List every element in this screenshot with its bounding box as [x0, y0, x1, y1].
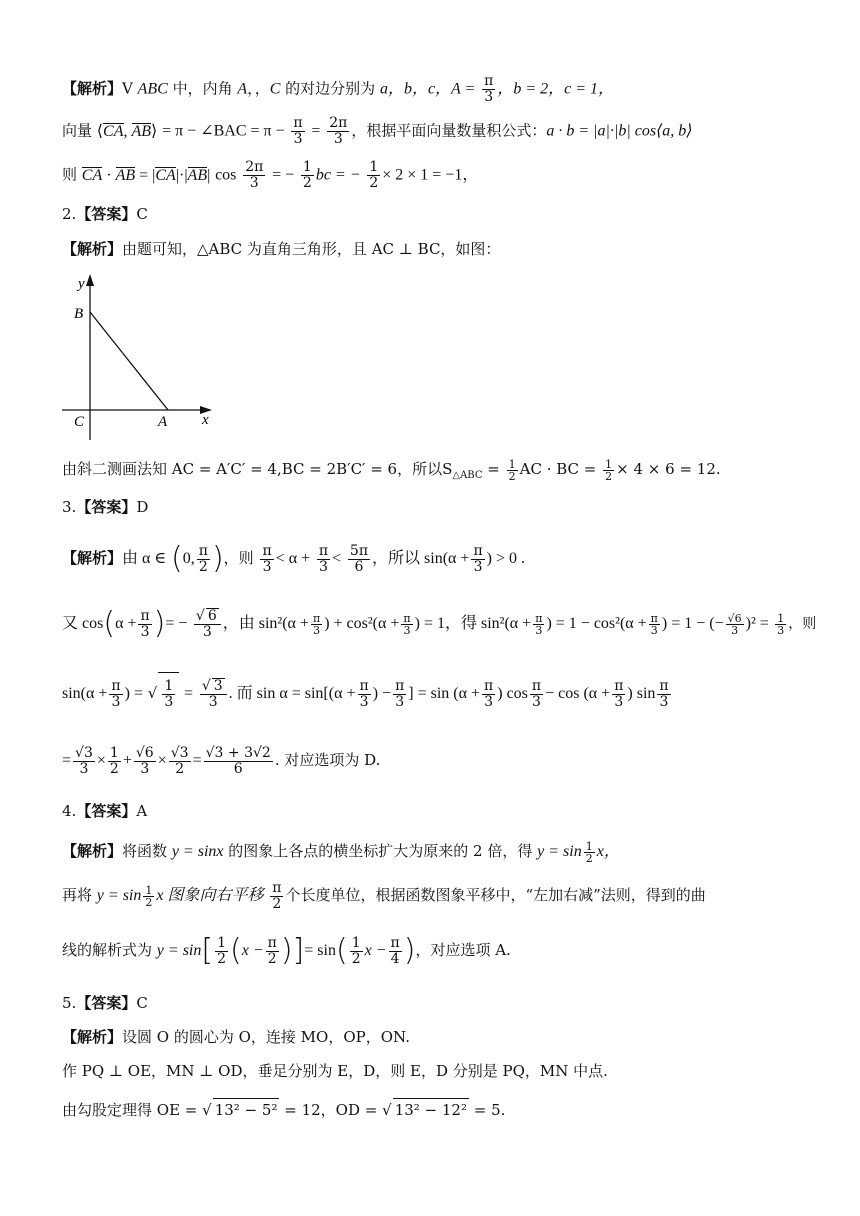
q3-expand-1: . 而 sin α = sin[(α + — [228, 685, 356, 702]
q2-frac-half: $\frac{1}{2}$ — [508, 457, 516, 483]
q3-number: 3. — [62, 498, 77, 516]
q3-frac-pi-3o: $\frac{\pi}{3}$ — [659, 677, 669, 710]
q3-frac-pi-3h: $\frac{\pi}{3}$ — [650, 611, 658, 637]
q4-text-3: 再将 — [62, 886, 93, 904]
q2-eq: = — [487, 460, 500, 478]
q4-shift-text: x 图象向右平移 — [156, 887, 264, 904]
q4-text-2: 的图象上各点的横坐标扩大为原来的 2 倍，得 — [228, 842, 533, 860]
q1-triangle-symbol: V — [122, 79, 133, 98]
label-b: B — [74, 306, 84, 322]
q4-func-sinx: y = sinx — [171, 843, 224, 860]
q3-expand-5: − cos (α + — [545, 685, 611, 702]
q1-dot-formula: a · b = |a|·|b| cos⟨a, b⟩ — [546, 122, 693, 140]
q4-answer-line — [62, 800, 830, 822]
q4-choice: ，对应选项 A. — [415, 941, 511, 959]
q4-frac-half-d: $\frac{1}{2}$ — [351, 934, 361, 967]
y-axis-arrow — [86, 274, 94, 286]
q3-frac-pi-3j: $\frac{\pi}{3}$ — [359, 677, 369, 710]
q3-answer: D — [136, 498, 149, 516]
q1-line-3 — [62, 160, 830, 191]
q3-times-2: × — [157, 752, 167, 769]
q2-analysis-line — [62, 238, 830, 260]
q1-frac-2pi-3b: $\frac{2\pi}{3}$ — [245, 159, 264, 191]
label-y: y — [78, 276, 85, 292]
q4-rule-text: 个长度单位，根据函数图象平移中，“左加右减”法则，得到的曲 — [285, 886, 706, 904]
q5-text-1: 设圆 O 的圆心为 O，连接 MO，OP，ON. — [122, 1028, 410, 1046]
answer-tag: 【答案】 — [76, 205, 137, 223]
analysis-tag: 【解析】 — [62, 549, 123, 567]
q3-frac-pi-3c: $\frac{\pi}{3}$ — [473, 542, 483, 575]
answer-tag: 【答案】 — [76, 802, 137, 820]
q3-frac-pi-3l: $\frac{\pi}{3}$ — [484, 677, 494, 710]
q3-line-4 — [62, 740, 830, 781]
label-x: x — [202, 412, 209, 428]
q3-interval: 0, — [182, 550, 195, 567]
q5-answer: C — [136, 994, 148, 1012]
q3-identity-2: ) + cos²(α + — [324, 615, 400, 632]
q5-sqrt-2: 13² − 12² — [393, 1098, 469, 1121]
q4-line-3: 线的解析式为 y = sin[ $\frac{1}{2}$ (x − $\frac{\pi}{2}$ )]= sin( $\frac{1}{2}$ x − $\frac{\pi}{4}$ )，对应选项 A. — [62, 933, 511, 968]
q5-text-2: 作 PQ ⊥ OE，MN ⊥ OD，垂足分别为 E，D，则 E，D 分别是 PQ，MN 中点. — [62, 1062, 608, 1080]
q3-eq-4: = — [192, 752, 202, 769]
q3-frac-pi-2: $\frac{\pi}{2}$ — [198, 542, 208, 575]
q1-angle-eq: = π − ∠BAC = π − — [162, 122, 285, 140]
q1-cos: cos — [215, 166, 237, 184]
q4-func-sin-b: y = sin — [96, 887, 142, 904]
q4-number: 4. — [62, 802, 77, 820]
q1-var-c: C — [269, 80, 281, 98]
answer-tag: 【答案】 — [76, 498, 137, 516]
q3-line-1: 【解析】由 α ∈ (0, $\frac{\pi}{2}$ )，则 $\frac{\pi}{3}$ < α + $\frac{\pi}{3}$ < $\frac{5\pi}{6}$ ，所以 sin(α + $\frac{\pi}{3}$ ) > 0 . — [62, 541, 525, 576]
q1-frac-pi-3b: $\frac{\pi}{3}$ — [293, 115, 303, 147]
q3-frac-1-2: $\frac{1}{2}$ — [109, 744, 119, 777]
q1-frac-half: $\frac{1}{2}$ — [302, 159, 312, 191]
q3-frac-sqrt3-3: $\frac{√ 3}{3}$ — [200, 678, 227, 710]
q3-eq-2: = — [184, 685, 194, 702]
q1-line-2 — [62, 116, 830, 147]
q2-conclusion-text: 由斜二测画法知 AC = A′C′ = 4,BC = 2B′C′ = 6，所以S — [62, 460, 453, 478]
q3-plus: + — [122, 752, 132, 769]
q3-frac-1-3: $\frac{1}{3}$ — [777, 611, 785, 637]
q4-text-1: 将函数 — [122, 842, 168, 860]
q3-gt-zero: ) > 0 . — [486, 550, 525, 567]
q4-line-1 — [62, 836, 830, 867]
q3-identity-5: ) = 1 − (− — [661, 615, 724, 632]
q4-func-sin-c: y = sin — [156, 942, 202, 959]
q3-eq-3: = — [62, 752, 72, 769]
q5-text-3: 由勾股定理得 OE = — [62, 1101, 198, 1119]
q1-result: × 2 × 1 = −1， — [382, 166, 479, 184]
q1-values: ，b = 2，c = 1， — [497, 80, 615, 98]
q3-identity-3: ) = 1，得 sin²(α + — [414, 615, 532, 632]
q4-answer: A — [136, 802, 148, 820]
q3-frac-final: $\frac{√3 + 3√2}{6}$ — [205, 744, 271, 777]
q1-angle-vectors: ⟨CA, AB⟩ — [96, 122, 158, 140]
q3-frac-pi-3b: $\frac{\pi}{3}$ — [318, 542, 329, 575]
q3-frac-sqrt3-2: $\frac{√3}{2}$ — [170, 744, 189, 777]
q1-eq-minus: = − — [272, 166, 295, 184]
q5-number: 5. — [62, 994, 77, 1012]
q5-text-4: = 12，OD = — [284, 1101, 378, 1119]
q1-formula-text: ，根据平面向量数量积公式： — [351, 121, 547, 140]
q4-frac-half: $\frac{1}{2}$ — [585, 839, 593, 865]
q3-frac-pi-3f: $\frac{\pi}{3}$ — [403, 611, 411, 637]
q3-identity-4: ) = 1 − cos²(α + — [546, 615, 647, 632]
label-c: C — [74, 414, 85, 430]
q3-alpha-in: 由 α ∈ — [122, 550, 167, 567]
q3-frac-pi-3e: $\frac{\pi}{3}$ — [312, 611, 321, 637]
q3-frac-pi-3a: $\frac{\pi}{3}$ — [262, 542, 272, 575]
label-a: A — [158, 414, 168, 430]
answer-tag: 【答案】 — [76, 994, 137, 1012]
q3-then-2: ，则 — [788, 616, 817, 632]
q1-abc: ABC — [137, 80, 168, 98]
q3-line-2: 又 cos(α + $\frac{\pi}{3}$ )= − $\frac{√ 6}{3}$ ，由 sin²(α + $\frac{\pi}{3}$ ) + cos²(α + $\frac{\pi}{3}$ ) = 1，得 sin²(α + $\frac{\pi}{3}$ ) = 1 − cos²(α + $\frac{\pi}{3}$ ) = 1 − (− $\frac{√6}{3}$ )² = $\frac{1}{3}$ ，则 — [62, 606, 817, 641]
q3-frac-pi-3d: $\frac{\pi}{3}$ — [140, 607, 150, 640]
q3-frac-pi-3i: $\frac{\pi}{3}$ — [111, 677, 121, 710]
q3-line-3: sin(α + $\frac{\pi}{3}$ ) = √ $\frac{1}{3}$ = $\frac{√ 3}{3}$ . 而 sin α = sin[(α + $\frac{\pi}{3}$ ) − $\frac{\pi}{3}$ ] = sin (α + $\frac{\pi}{3}$ ) cos $\frac{\pi}{3}$ − cos (α + $\frac{\pi}{3}$ ) sin $\frac{\pi}{3}$ — [62, 672, 830, 714]
q1-frac-half-b: $\frac{1}{2}$ — [369, 159, 379, 191]
q1-commas: ，， — [247, 79, 270, 98]
analysis-tag: 【解析】 — [62, 79, 123, 98]
q3-expand-6: ) sin — [627, 685, 656, 702]
q1-text-2: 的对边分别为 — [280, 79, 376, 98]
q3-expand-2: ) − — [372, 685, 392, 702]
q3-frac-1-3b: $\frac{1}{3}$ — [164, 677, 174, 710]
q1-line-1 — [62, 74, 830, 105]
q1-eq: = — [311, 122, 321, 140]
q3-ineq-2: < — [332, 550, 342, 567]
q1-then: 则 — [62, 165, 78, 184]
q3-frac-sqrt3-3b: $\frac{√3}{3}$ — [75, 744, 93, 777]
q3-frac-5pi-6: $\frac{5\pi}{6}$ — [349, 542, 369, 575]
q3-frac-pi-3m: $\frac{\pi}{3}$ — [531, 677, 542, 710]
q3-frac-sqrt6-3c: $\frac{√6}{3}$ — [135, 744, 154, 777]
q3-eq-1: ) = — [124, 685, 143, 702]
q1-text: 中，内角 — [167, 79, 233, 98]
q2-area-sub: △ABC — [452, 470, 483, 481]
q3-choice: . 对应选项为 D. — [274, 751, 381, 769]
q1-vars: a，b，c，A = — [379, 80, 476, 98]
q3-sin-positive: ，所以 sin(α + — [372, 550, 470, 567]
q3-then: ，则 — [223, 549, 254, 567]
q1-frac-pi-3: $\frac{\pi}{3}$ — [484, 73, 494, 105]
q1-dot-product: CA · AB = |CA|·|AB| — [81, 166, 211, 184]
q5-line-2 — [62, 1060, 830, 1082]
q3-identity-1: ，由 sin²(α + — [222, 615, 309, 632]
q1-frac-2pi-3: $\frac{2\pi}{3}$ — [329, 115, 348, 147]
q4-frac-pi-2: $\frac{\pi}{2}$ — [272, 879, 282, 912]
q1-var-a: A — [237, 80, 248, 98]
q1-vector-word: 向量 — [62, 121, 93, 140]
q4-line-2 — [62, 880, 830, 912]
q3-alpha-plus: α + — [115, 615, 137, 632]
q4-x-minus: x − — [241, 942, 264, 959]
q4-eq-sin: = sin — [304, 942, 336, 959]
q2-number: 2. — [62, 205, 77, 223]
q3-ineq-1: < α + — [275, 550, 311, 567]
q5-line-1 — [62, 1026, 830, 1048]
q3-cos-text: 又 cos — [62, 615, 104, 632]
q3-expand-3: ] = sin (α + — [408, 685, 481, 702]
q3-eq-neg: = − — [165, 615, 188, 632]
q5-text-5: = 5. — [473, 1101, 506, 1119]
q1-bc: bc = − — [315, 166, 361, 184]
q4-frac-half-b: $\frac{1}{2}$ — [145, 883, 153, 909]
q3-frac-sqrt6-3b: $\frac{√6}{3}$ — [727, 611, 742, 637]
q2-answer: C — [136, 205, 148, 223]
q2-conclusion — [62, 458, 830, 487]
q3-expand-4: ) cos — [497, 685, 528, 702]
q4-frac-pi-4: $\frac{\pi}{4}$ — [390, 934, 400, 967]
q4-x: x， — [596, 843, 620, 860]
q2-answer-line — [62, 203, 830, 225]
q3-frac-pi-3n: $\frac{\pi}{3}$ — [614, 677, 624, 710]
q4-func-sin: y = sin — [537, 843, 582, 860]
q4-frac-pi-2b: $\frac{\pi}{2}$ — [267, 934, 277, 967]
analysis-tag: 【解析】 — [62, 240, 123, 258]
q3-identity-6: )² = — [745, 615, 769, 632]
q3-answer-line — [62, 496, 830, 518]
q3-frac-pi-3k: $\frac{\pi}{3}$ — [395, 677, 405, 710]
q2-text: 由题可知，△ABC 为直角三角形，且 AC ⊥ BC，如图： — [122, 240, 501, 258]
q3-times-1: × — [96, 752, 106, 769]
q3-sin-text: sin(α + — [62, 685, 108, 702]
q3-frac-pi-3g: $\frac{\pi}{3}$ — [535, 611, 543, 637]
analysis-tag: 【解析】 — [62, 1028, 123, 1046]
q3-frac-sqrt6-3: $\frac{√ 6}{3}$ — [194, 608, 221, 640]
q2-figure — [60, 270, 220, 442]
segment-ba — [90, 312, 168, 410]
q5-answer-line — [62, 992, 830, 1014]
q4-text-4: 线的解析式为 — [62, 941, 153, 959]
q5-line-3: 由勾股定理得 OE = √ 13² − 5² = 12，OD = √ 13² − 12² = 5. — [62, 1098, 830, 1121]
q4-x-minus-b: x − — [364, 942, 387, 959]
q5-sqrt-1: 13² − 5² — [213, 1098, 280, 1121]
q2-ac-bc: AC · BC = — [519, 460, 597, 478]
analysis-tag: 【解析】 — [62, 842, 123, 860]
q4-frac-half-c: $\frac{1}{2}$ — [217, 934, 227, 967]
q2-frac-half-b: $\frac{1}{2}$ — [605, 457, 613, 483]
q2-area-result: × 4 × 6 = 12. — [616, 460, 721, 478]
